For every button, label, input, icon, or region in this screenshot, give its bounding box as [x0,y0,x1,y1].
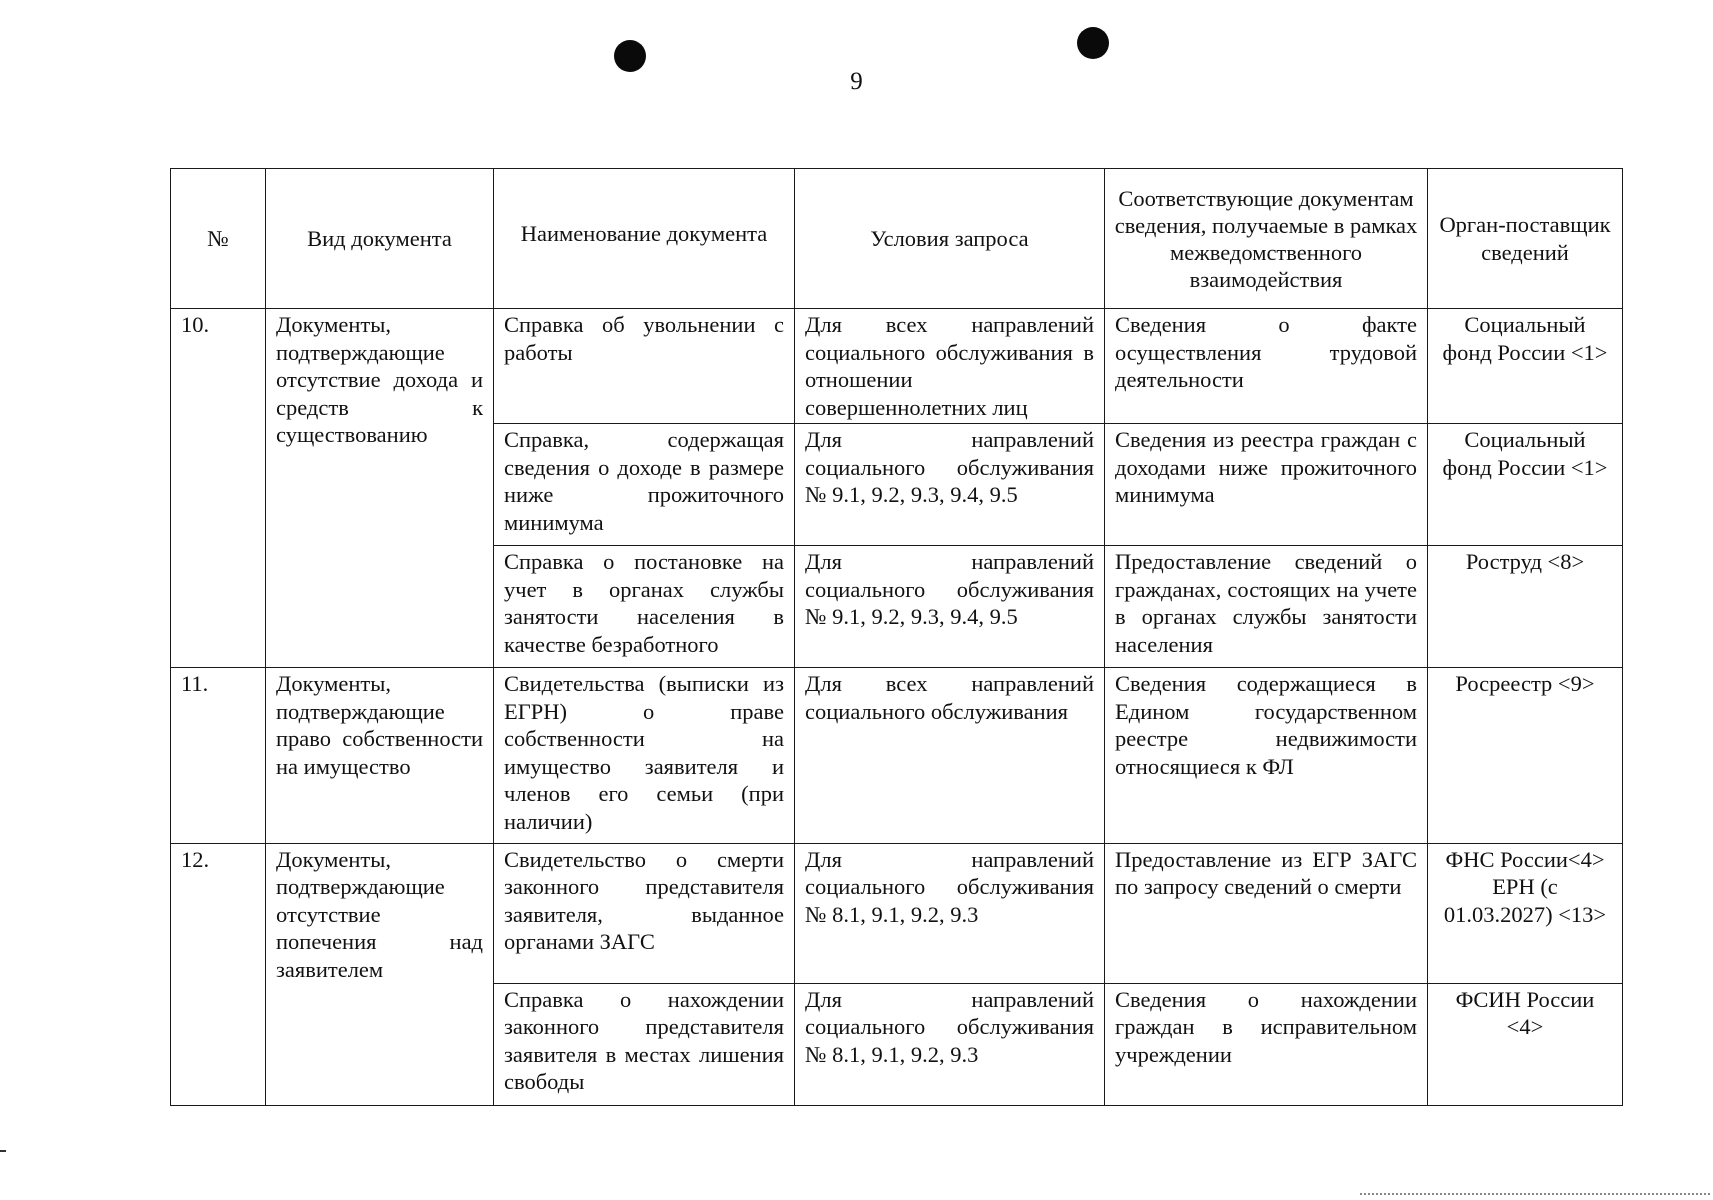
row-conditions: Для направлений социального обслуживания № 9.1, 9.2, 9.3, 9.4, 9.5 [795,424,1105,546]
header-conditions: Условия запроса [795,169,1105,309]
page-number: 9 [850,68,863,95]
row-doc-name: Справка о нахождении законного представителя заявителя в местах лишения свободы [494,983,795,1105]
table-row [171,668,1623,843]
table-row [171,309,1623,424]
row-info: Сведения о нахождении граждан в исправительном учреждении [1105,983,1428,1105]
row-doc-type: Документы, подтверждающие отсутствие дохода и средств к существованию [266,309,494,668]
row-doc-name: Свидетельство о смерти законного представителя заявителя, выданное органами ЗАГС [494,843,795,983]
documents-table [170,168,1623,1106]
row-source: Росреестр <9> [1428,668,1623,843]
punch-hole-right [1077,27,1109,59]
header-info: Соответствующие документам сведения, получаемые в рамках межведомственного взаимодействия [1105,169,1428,309]
row-doc-type: Документы, подтверждающие право собственности на имущество [266,668,494,843]
row-conditions: Для всех направлений социального обслуживания [795,668,1105,843]
scan-artifact-dots [1360,1193,1710,1198]
row-info: Предоставление сведений о гражданах, состоящих на учете в органах службы занятости населения [1105,546,1428,668]
row-conditions: Для направлений социального обслуживания № 9.1, 9.2, 9.3, 9.4, 9.5 [795,546,1105,668]
row-doc-name: Справка об увольнении с работы [494,309,795,424]
row-doc-type: Документы, подтверждающие отсутствие попечения над заявителем [266,843,494,1105]
row-num: 12. [171,843,266,1105]
row-info: Сведения из реестра граждан с доходами ниже прожиточного минимума [1105,424,1428,546]
row-doc-name: Свидетельства (выписки из ЕГРН) о праве собственности на имущество заявителя и членов его семьи (при наличии) [494,668,795,843]
table-header-row [171,169,1623,309]
row-info: Сведения содержащиеся в Едином государственном реестре недвижимости относящиеся к ФЛ [1105,668,1428,843]
table-row [171,843,1623,983]
header-num: № [171,169,266,309]
row-conditions: Для направлений социального обслуживания № 8.1, 9.1, 9.2, 9.3 [795,843,1105,983]
row-source: ФНС России<4> ЕРН (с 01.03.2027) <13> [1428,843,1623,983]
row-source: Социальный фонд России <1> [1428,309,1623,424]
scan-artifact-tick [0,1150,6,1152]
row-conditions: Для всех направлений социального обслуживания в отношении совершеннолетних лиц [795,309,1105,424]
row-source: Социальный фонд России <1> [1428,424,1623,546]
row-conditions: Для направлений социального обслуживания № 8.1, 9.1, 9.2, 9.3 [795,983,1105,1105]
row-num: 10. [171,309,266,668]
row-info: Предоставление из ЕГР ЗАГС по запросу сведений о смерти [1105,843,1428,983]
row-info: Сведения о факте осуществления трудовой деятельности [1105,309,1428,424]
row-source: ФСИН России <4> [1428,983,1623,1105]
row-doc-name: Справка, содержащая сведения о доходе в размере ниже прожиточного минимума [494,424,795,546]
row-doc-name: Справка о постановке на учет в органах службы занятости населения в качестве безработного [494,546,795,668]
row-num: 11. [171,668,266,843]
header-doc-type: Вид документа [266,169,494,309]
row-source: Роструд <8> [1428,546,1623,668]
header-doc-name: Наименование документа [494,169,795,309]
header-source: Орган-поставщик сведений [1428,169,1623,309]
